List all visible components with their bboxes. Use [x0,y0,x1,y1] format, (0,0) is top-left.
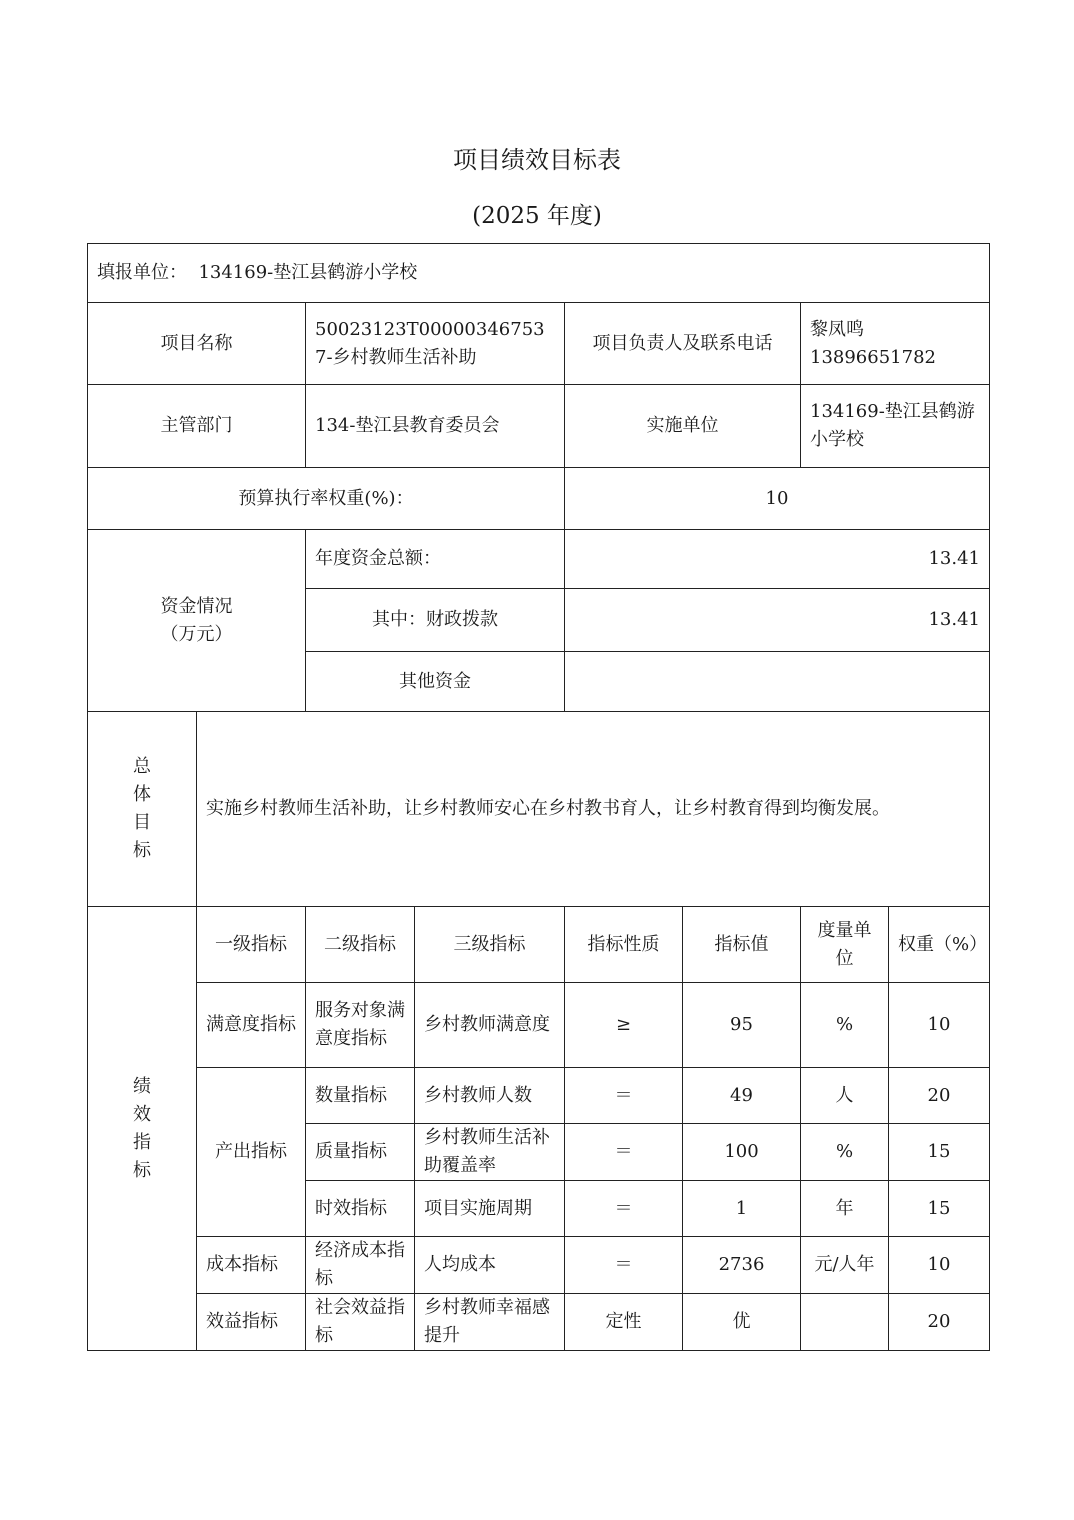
row-l3: 乡村教师生活补助覆盖率 [415,1124,565,1181]
funds-total-label: 年度资金总额： [306,530,565,589]
unit-label: 填报单位： [97,262,187,283]
row-l2: 数量指标 [306,1068,415,1124]
page-subtitle: (2025 年度) [472,203,602,229]
row-l2: 质量指标 [306,1124,415,1181]
row-l1: 满意度指标 [197,983,306,1068]
row-l2: 服务对象满意度指标 [306,983,415,1068]
funds-label [88,530,306,712]
row-l1: 产出指标 [197,1068,306,1237]
funds-total-value: 13.41 [565,530,990,589]
row-weight: 15 [889,1124,990,1181]
funds-label-line2: （万元） [160,623,233,645]
indicator-header-row [88,907,990,983]
table-row [88,1068,990,1124]
impl-unit-value: 134169-垫江县鹤游小学校 [801,385,990,468]
header-value: 指标值 [683,907,801,983]
goal-text: 实施乡村教师生活补助，让乡村教师安心在乡村教书育人，让乡村教育得到均衡发展。 [197,712,990,907]
row-l3: 乡村教师幸福感提升 [415,1294,565,1351]
row-nature: ＝ [565,1068,683,1124]
goal-label-char: 总 [133,756,151,777]
row-unit: 年 [801,1181,889,1237]
row-nature: ＝ [565,1181,683,1237]
row-value: 优 [683,1294,801,1351]
row-nature: 定性 [565,1294,683,1351]
row-nature: ＝ [565,1237,683,1294]
row-l2: 经济成本指标 [306,1237,415,1294]
row-unit: % [801,1124,889,1181]
row-value: 2736 [683,1237,801,1294]
row-l3: 乡村教师满意度 [415,983,565,1068]
unit-row [88,244,990,303]
project-name-label: 项目名称 [88,303,306,385]
row-value: 95 [683,983,801,1068]
row-l1: 效益指标 [197,1294,306,1351]
impl-unit-label: 实施单位 [565,385,801,468]
goal-label-char: 体 [133,784,151,805]
project-row [88,303,990,385]
header-nature: 指标性质 [565,907,683,983]
indicator-label-char: 指 [133,1131,151,1153]
budget-value: 10 [565,468,990,530]
row-value: 49 [683,1068,801,1124]
funds-total-row [88,530,990,589]
row-l3: 人均成本 [415,1237,565,1294]
table-row [88,1294,990,1351]
page-title: 项目绩效目标表 [453,146,621,174]
funds-other-label: 其他资金 [306,652,565,712]
row-nature: ≥ [565,983,683,1068]
table-row [88,1237,990,1294]
row-l1: 成本指标 [197,1237,306,1294]
header-l2: 二级指标 [306,907,415,983]
indicator-label-char: 效 [133,1103,151,1125]
row-unit [801,1294,889,1351]
contact-name: 黎凤鸣 [810,318,864,340]
row-nature: ＝ [565,1124,683,1181]
indicator-label-char: 绩 [133,1075,151,1097]
dept-value: 134-垫江县教育委员会 [306,385,565,468]
header-l3: 三级指标 [415,907,565,983]
goal-label-char: 目 [133,812,151,833]
project-name-value: 50023123T000003467537-乡村教师生活补助 [306,303,565,385]
row-value: 1 [683,1181,801,1237]
budget-label: 预算执行率权重(%)： [88,468,565,530]
funds-other-value [565,652,990,712]
goal-label [88,712,197,907]
row-weight: 10 [889,983,990,1068]
row-value: 100 [683,1124,801,1181]
header-l1: 一级指标 [197,907,306,983]
project-contact-value [801,303,990,385]
header-unit: 度量单位 [801,907,889,983]
indicator-label [88,907,197,1351]
project-contact-label: 项目负责人及联系电话 [565,303,801,385]
contact-phone: 13896651782 [810,346,936,368]
funds-fiscal-value: 13.41 [565,589,990,652]
unit-value: 134169-垫江县鹤游小学校 [198,262,418,283]
row-weight: 15 [889,1181,990,1237]
dept-row [88,385,990,468]
goal-row [88,712,990,907]
row-l2: 社会效益指标 [306,1294,415,1351]
funds-label-line1: 资金情况 [160,595,233,617]
row-weight: 20 [889,1294,990,1351]
row-unit: % [801,983,889,1068]
row-unit: 人 [801,1068,889,1124]
indicator-label-char: 标 [133,1159,151,1181]
unit-cell [88,244,990,303]
budget-row [88,468,990,530]
goal-label-char: 标 [133,840,151,861]
row-weight: 10 [889,1237,990,1294]
row-weight: 20 [889,1068,990,1124]
performance-target-table [87,243,990,1351]
funds-fiscal-label: 其中：财政拨款 [306,589,565,652]
row-unit: 元/人年 [801,1237,889,1294]
header-weight: 权重（%） [889,907,990,983]
row-l2: 时效指标 [306,1181,415,1237]
dept-label: 主管部门 [88,385,306,468]
row-l3: 项目实施周期 [415,1181,565,1237]
table-row [88,983,990,1068]
row-l3: 乡村教师人数 [415,1068,565,1124]
